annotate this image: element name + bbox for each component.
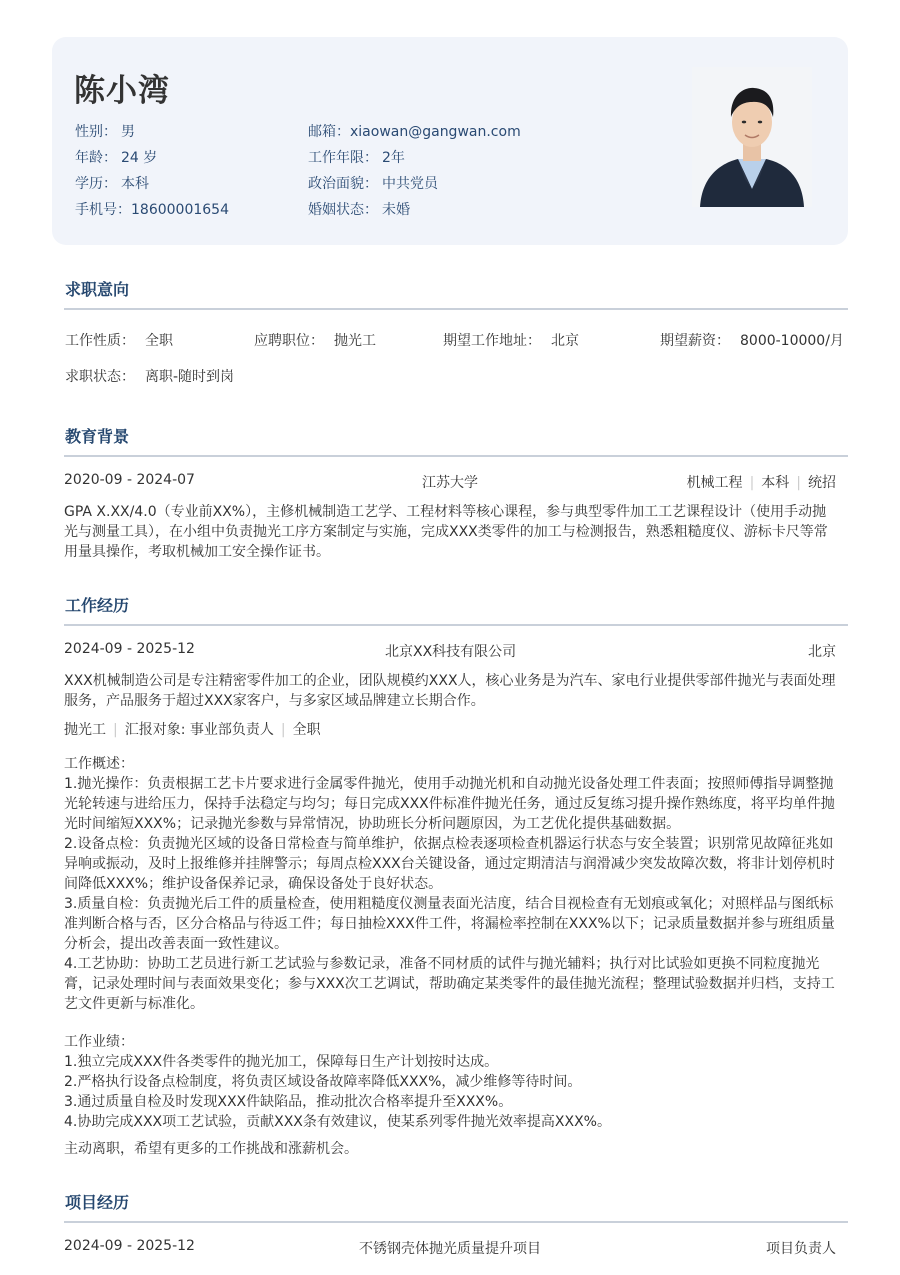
- work-overview-title: 工作概述：: [64, 756, 134, 772]
- candidate-name: 陈小湾: [74, 73, 170, 109]
- work-overview-item: 1.抛光操作：负责根据工艺卡片要求进行金属零件抛光，使用手动抛光机和自动抛光设备处理工件表面；按照师傅指导调整抛光轮转速与进给压力，保持手法稳定与均匀；每日完成XXX件标准件抛光任务，通过反复练习提升操作熟练度，将平均单件抛光时间缩短XXX%；记录抛光参数与异常情况，协助班长分析问题原因，为工艺优化提供基础数据。: [64, 776, 835, 832]
- section-divider: [64, 455, 848, 457]
- info-education: 学历： 本科: [75, 176, 149, 192]
- work-nature: 全职: [292, 722, 321, 738]
- intent-position: 应聘职位： 抛光工: [254, 333, 376, 349]
- section-divider: [64, 308, 848, 310]
- work-result-item: 2.严格执行设备点检制度，将负责区域设备故障率降低XXX%，减少维修等待时间。: [64, 1074, 582, 1090]
- info-phone: 手机号：18600001654: [75, 202, 229, 218]
- section-title-education: 教育背景: [65, 427, 130, 446]
- intent-salary: 期望薪资： 8000-10000/月: [660, 333, 844, 349]
- intent-job-nature: 工作性质： 全职: [65, 333, 173, 349]
- info-marital: 婚姻状态： 未婚: [308, 202, 410, 218]
- work-company-description: XXX机械制造公司是专注精密零件加工的企业，团队规模约XXX人，核心业务是为汽车、家电行业提供零部件抛光与表面处理服务，产品服务于超过XXX家客户，与多家区域品牌建立长期合作。: [64, 673, 836, 709]
- education-type: 统招: [808, 475, 836, 491]
- intent-status: 求职状态： 离职-随时到岗: [65, 369, 235, 385]
- work-overview-item: 3.质量自检：负责抛光后工件的质量检查，使用粗糙度仪测量表面光洁度，结合目视检查有无划痕或氧化；对照样品与图纸标准判断合格与否，区分合格品与待返工件；每日抽检XXX件工件，将漏检率控制在XXX%以下；记录质量数据并参与班组质量分析会，提出改善表面一致性建议。: [64, 896, 835, 952]
- profile-photo: [692, 67, 812, 207]
- profile-header: [52, 37, 848, 245]
- work-company: 北京XX科技有限公司: [385, 644, 517, 660]
- intent-location: 期望工作地址： 北京: [443, 333, 579, 349]
- section-divider: [64, 624, 848, 626]
- education-degree: 本科: [761, 475, 790, 491]
- info-political: 政治面貌： 中共党员: [308, 176, 438, 192]
- section-title-work: 工作经历: [65, 596, 130, 615]
- work-results: [64, 1032, 836, 1132]
- work-leave-reason: 主动离职，希望有更多的工作挑战和涨薪机会。: [64, 1141, 358, 1157]
- info-age: 年龄： 24 岁: [75, 150, 158, 166]
- project-date: 2024-09 - 2025-12: [64, 1238, 195, 1254]
- education-date: 2020-09 - 2024-07: [64, 472, 195, 488]
- work-overview-item: 2.设备点检：负责抛光区域的设备日常检查与简单维护，依据点检表逐项检查机器运行状态与安全装置；识别常见故障征兆如异响或振动，及时上报维修并挂牌警示；每周点检XXX台关键设备，通过定期清洁与润滑减少突发故障次数，将非计划停机时间降低XXX%；维护设备保养记录，确保设备处于良好状态。: [64, 836, 835, 892]
- education-major: 机械工程: [686, 475, 743, 491]
- person-portrait-icon: [692, 67, 812, 207]
- project-name: 不锈钢壳体抛光质量提升项目: [359, 1241, 541, 1257]
- work-overview: [64, 754, 836, 1014]
- section-title-intent: 求职意向: [65, 280, 130, 299]
- info-gender: 性别： 男: [75, 124, 135, 140]
- info-email: 邮箱：xiaowan@gangwan.com: [308, 124, 521, 140]
- work-date: 2024-09 - 2025-12: [64, 641, 195, 657]
- work-result-item: 3.通过质量自检及时发现XXX件缺陷品，推动批次合格率提升至XXX%。: [64, 1094, 513, 1110]
- work-role-line: 抛光工 | 汇报对象: 事业部负责人 | 全职: [64, 722, 321, 738]
- work-city: 北京: [808, 644, 836, 660]
- work-result-item: 1.独立完成XXX件各类零件的抛光加工，保障每日生产计划按时达成。: [64, 1054, 499, 1070]
- education-school: 江苏大学: [422, 475, 478, 491]
- work-overview-item: 4.工艺协助：协助工艺员进行新工艺试验与参数记录，准备不同材质的试件与抛光辅料；执行对比试验如更换不同粒度抛光膏，记录处理时间与表面效果变化；参与XXX次工艺调试，帮助确定某类零件的最佳抛光流程；整理试验数据并归档，支持工艺文件更新与标准化。: [64, 956, 835, 1012]
- section-divider: [64, 1221, 848, 1223]
- education-meta: 机械工程 | 本科 | 统招: [686, 475, 836, 491]
- info-work-years: 工作年限： 2年: [308, 150, 405, 166]
- work-role: 抛光工: [64, 722, 106, 738]
- education-description: GPA X.XX/4.0（专业前XX%），主修机械制造工艺学、工程材料等核心课程，参与典型零件加工工艺课程设计（使用手动抛光与测量工具），在小组中负责抛光工序方案制定与实施，完成XXX类零件的加工与检测报告，熟悉粗糙度仪、游标卡尺等常用量具操作，考取机械加工安全操作证书。: [64, 504, 828, 560]
- work-report: 汇报对象: 事业部负责人: [124, 722, 274, 738]
- work-result-item: 4.协助完成XXX项工艺试验，贡献XXX条有效建议，使某系列零件抛光效率提高XXX%。: [64, 1114, 611, 1130]
- section-title-project: 项目经历: [65, 1193, 130, 1212]
- work-results-title: 工作业绩：: [64, 1034, 134, 1050]
- project-role: 项目负责人: [766, 1241, 836, 1257]
